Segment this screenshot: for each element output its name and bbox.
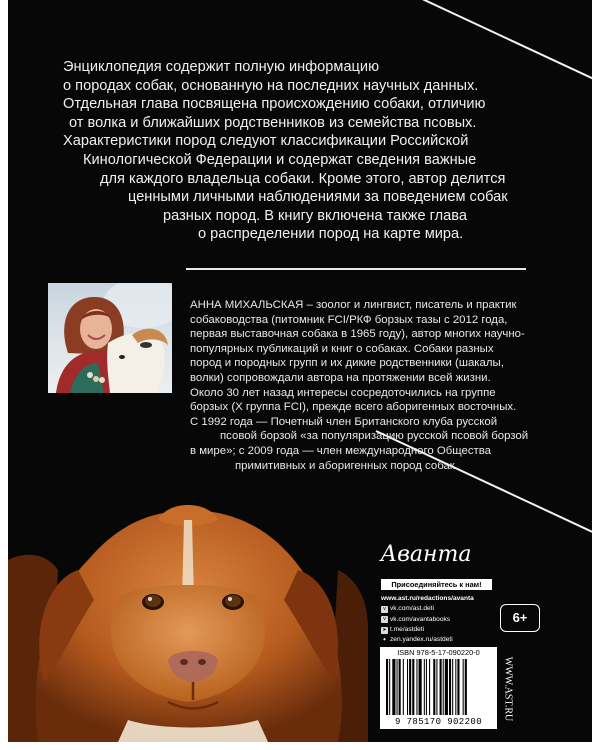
publisher-logo-text: Аванта xyxy=(380,542,472,567)
bio-line: пород и породных групп и их дикие родственники (шакалы, xyxy=(190,357,504,370)
author-photo xyxy=(48,283,172,393)
divider-line xyxy=(186,268,526,270)
author-name: АННА МИХАЛЬСКАЯ xyxy=(190,299,304,311)
publisher-logo xyxy=(380,535,472,575)
bio-line: в мире»; с 2009 года — член международного Общества xyxy=(190,444,492,457)
join-us-label: Присоединяйтесь к нам! xyxy=(381,579,492,590)
dog-photo xyxy=(8,430,368,742)
description-line: о распределении пород на карте мира. xyxy=(198,226,464,243)
bio-line: первая выставочная собака в 1965 году), автор многих научно- xyxy=(190,328,525,341)
social-link-telegram: ➤ t.me/astdeti xyxy=(382,625,425,633)
social-link-zen: ✦ zen.yandex.ru/astdeti xyxy=(382,636,453,644)
bio-line: псовой борзой «за популяризацию русской псовой борзой xyxy=(220,430,529,443)
barcode xyxy=(380,647,497,729)
isbn-text: ISBN 978-5-17-090220-0 xyxy=(397,648,480,657)
bio-line: волки) сопровождали автора на протяжении всей жизни. xyxy=(190,371,491,384)
bio-line xyxy=(190,298,550,313)
bio-line: популярных публикаций и книг о собаках. Собаки разных xyxy=(190,342,494,355)
barcode-number: 9 785170 902200 xyxy=(394,717,482,727)
vk-icon: v xyxy=(381,616,388,623)
description-line: от волка и ближайших родственников из семейства псовых. xyxy=(69,114,477,131)
social-link-website: www.ast.ru/redactions/avanta xyxy=(381,595,474,602)
back-cover xyxy=(8,0,592,742)
barcode-bars xyxy=(384,659,493,715)
social-link-vk-avanta: v vk.com/avantabooks xyxy=(381,615,474,625)
zen-icon: ✦ xyxy=(382,636,387,643)
book-description xyxy=(28,58,578,244)
vk-icon: v xyxy=(381,606,388,613)
bio-line: С 1992 года — Почетный член Британского клуба русской xyxy=(190,415,498,428)
bio-line: Около 30 лет назад интересы сосредоточились на группе xyxy=(190,386,496,399)
description-line: Кинологической Федерации и содержат сведения важные xyxy=(83,151,477,168)
social-link-vk-deti: v vk.com/ast.deti xyxy=(381,604,474,614)
description-line: Энциклопедия содержит полную информацию xyxy=(63,59,380,75)
bio-line: борзых (X группа FCI), прежде всего аборигенных восточных. xyxy=(190,401,517,414)
bio-line: собаководства (питомник FCI/РКФ борзых тазы с 2012 года, xyxy=(190,313,508,326)
age-rating-badge: 6+ xyxy=(500,604,540,632)
description-line: Отдельная глава посвящена происхождению собаки, отличию xyxy=(63,96,486,113)
bio-intro: – зоолог и лингвист, писатель и практик xyxy=(303,299,517,311)
description-line: ценными личными наблюдениями за поведением собак xyxy=(128,189,508,206)
bio-line: примитивных и аборигенных пород собак. xyxy=(235,459,458,472)
social-links xyxy=(381,594,474,645)
description-line: Характеристики пород следуют классификации Российской xyxy=(63,133,469,150)
description-line: разных пород. В книгу включена также глава xyxy=(163,207,467,224)
description-line: о породах собак, основанную на последних научных данных. xyxy=(63,77,479,94)
website-vertical: WWW.AST.RU xyxy=(502,656,514,722)
telegram-icon: ➤ xyxy=(382,626,387,633)
description-line: для каждого владельца собаки. Кроме этого, автор делится xyxy=(100,170,506,187)
